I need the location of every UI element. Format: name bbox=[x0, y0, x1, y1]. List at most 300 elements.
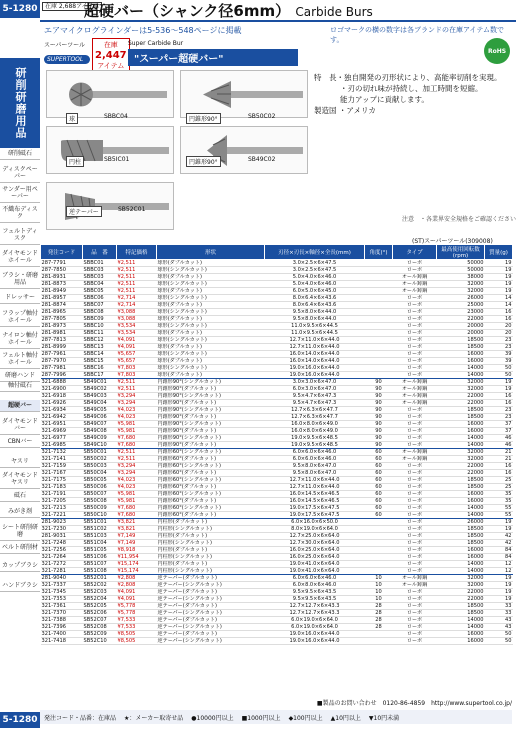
table-cell: 19.0×9.5×6×48.5 bbox=[265, 435, 365, 442]
table-row bbox=[41, 491, 513, 498]
table-cell: ¥11,954 bbox=[117, 554, 157, 561]
table-cell: 16000 bbox=[437, 631, 485, 638]
table-cell: 円錐形60°(シングルカット) bbox=[157, 449, 265, 456]
table-cell: 22000 bbox=[437, 393, 485, 400]
table-cell: 321-7132 bbox=[41, 449, 83, 456]
table-cell: 23000 bbox=[437, 309, 485, 316]
table-cell: 60 bbox=[365, 498, 393, 505]
table-cell: ローボ bbox=[393, 351, 437, 358]
table-cell: 円錐形60°(ダブルカット) bbox=[157, 512, 265, 519]
table-cell: 9.5×8.0×6×47.0 bbox=[265, 470, 365, 477]
table-row bbox=[41, 337, 513, 344]
table-cell: 90 bbox=[365, 428, 393, 435]
table-row bbox=[41, 589, 513, 596]
table-cell: ローボ bbox=[393, 428, 437, 435]
table-cell bbox=[365, 554, 393, 561]
table-cell: 19 bbox=[485, 575, 513, 582]
table-cell: ¥5,981 bbox=[117, 428, 157, 435]
sidebar-item[interactable]: 超硬バー bbox=[0, 400, 40, 412]
table-cell: 19 bbox=[485, 519, 513, 526]
sidebar-item[interactable]: ディスクペーパー bbox=[0, 164, 40, 183]
table-cell: 円柱形(シングルカット) bbox=[157, 526, 265, 533]
table-cell: 14000 bbox=[437, 568, 485, 575]
table-cell: オール鋳鋼 bbox=[393, 386, 437, 393]
table-cell: ¥3,534 bbox=[117, 323, 157, 330]
table-cell: ¥2,511 bbox=[117, 281, 157, 288]
table-row bbox=[41, 358, 513, 365]
table-cell: 18500 bbox=[437, 477, 485, 484]
table-cell: 25000 bbox=[437, 302, 485, 309]
table-cell: 逆テーパー(ダブルカット) bbox=[157, 603, 265, 610]
table-cell: 16 bbox=[485, 470, 513, 477]
table-cell: 19 bbox=[485, 281, 513, 288]
sidebar-item[interactable]: 軸付砥石 bbox=[0, 380, 40, 392]
table-cell: ローボ bbox=[393, 302, 437, 309]
table-cell: ローボ bbox=[393, 365, 437, 372]
brand-count-unit: アイテム bbox=[97, 62, 125, 70]
sidebar-item[interactable]: ベルト研削材 bbox=[0, 542, 40, 554]
table-cell: 9.5×9.5×6×43.5 bbox=[265, 596, 365, 603]
table-cell: SB52C03 bbox=[83, 589, 117, 596]
table-cell: 14000 bbox=[437, 442, 485, 449]
image-code: SB52C01 bbox=[118, 206, 146, 213]
table-cell: ¥7,149 bbox=[117, 540, 157, 547]
table-cell: ローボ bbox=[393, 638, 437, 645]
origin-value: ・アメリカ bbox=[338, 106, 376, 115]
image-code: SBBC04 bbox=[104, 113, 128, 120]
stock-badge: 在庫 2,688アイテム bbox=[42, 2, 102, 11]
table-cell bbox=[365, 267, 393, 274]
table-cell: 90 bbox=[365, 442, 393, 449]
table-cell bbox=[365, 372, 393, 379]
table-cell: SB49C10 bbox=[83, 442, 117, 449]
table-cell: ローボ bbox=[393, 568, 437, 575]
table-row bbox=[41, 309, 513, 316]
table-cell: SB50C10 bbox=[83, 512, 117, 519]
image-code: SB5IC01 bbox=[104, 156, 130, 163]
table-cell: オール鋳鋼 bbox=[393, 379, 437, 386]
table-cell: SB49C07 bbox=[83, 421, 117, 428]
table-cell: 32000 bbox=[437, 386, 485, 393]
table-cell: 16 bbox=[485, 400, 513, 407]
sidebar-item[interactable]: 研削砥石 bbox=[0, 148, 40, 160]
table-cell: 円錐形90°(シングルカット) bbox=[157, 379, 265, 386]
table-cell: 円錐形90°(シングルカット) bbox=[157, 393, 265, 400]
table-cell: 5.0×4.0×6×46.0 bbox=[265, 281, 365, 288]
table-cell: ¥7,680 bbox=[117, 435, 157, 442]
page-title bbox=[84, 0, 373, 21]
table-cell: オール鋳鋼 bbox=[393, 288, 437, 295]
table-row bbox=[41, 463, 513, 470]
table-cell: 321-7183 bbox=[41, 484, 83, 491]
table-cell: 281-9023 bbox=[41, 519, 83, 526]
table-cell: 16000 bbox=[437, 351, 485, 358]
table-row bbox=[41, 561, 513, 568]
table-cell: 281-8981 bbox=[41, 330, 83, 337]
table-cell: 22000 bbox=[437, 589, 485, 596]
product-image-sb50c02 bbox=[180, 70, 308, 118]
cylinder-bur-icon bbox=[47, 127, 175, 175]
table-cell: ローボ bbox=[393, 603, 437, 610]
table-cell: 16000 bbox=[437, 547, 485, 554]
table-row bbox=[41, 372, 513, 379]
table-cell: 10 bbox=[365, 575, 393, 582]
sidebar-item[interactable]: CBNバー bbox=[0, 436, 40, 448]
legend-item: ◆100円以上 bbox=[288, 714, 323, 722]
title-jp: 超硬バー（シャンク径6mm） bbox=[84, 2, 291, 20]
table-cell: 19 bbox=[485, 526, 513, 533]
sidebar-item[interactable]: ハンドブラシ bbox=[0, 580, 40, 592]
table-cell: 円錐形90°(ダブルカット) bbox=[157, 414, 265, 421]
table-row bbox=[41, 414, 513, 421]
table-cell: SB52C06 bbox=[83, 610, 117, 617]
table-cell: 9.5×4.7×6×47.3 bbox=[265, 400, 365, 407]
table-cell: SBBC03 bbox=[83, 274, 117, 281]
table-cell: ローボ bbox=[393, 323, 437, 330]
table-cell: 18500 bbox=[437, 540, 485, 547]
table-cell: SB50C09 bbox=[83, 505, 117, 512]
table-cell: 円錐形90°(シングルカット) bbox=[157, 421, 265, 428]
sidebar-item[interactable]: ナイロン軸付ホイール bbox=[0, 330, 40, 349]
sidebar-item[interactable]: ブラシ・研磨用品 bbox=[0, 270, 40, 289]
table-cell: ¥2,511 bbox=[117, 274, 157, 281]
table-cell: 22000 bbox=[437, 596, 485, 603]
table-cell: ローボ bbox=[393, 596, 437, 603]
table-cell: SB49C03 bbox=[83, 393, 117, 400]
table-cell: 19.0×16.0×6×44.0 bbox=[265, 372, 365, 379]
sidebar-item[interactable]: カップブラシ bbox=[0, 560, 40, 572]
sidebar-item[interactable]: ダイヤモンドヤスリ bbox=[0, 470, 40, 489]
table-cell: 球形(シングルカット) bbox=[157, 351, 265, 358]
col-header: タイプ bbox=[393, 245, 437, 260]
table-cell: 90 bbox=[365, 386, 393, 393]
product-image-sbbc04 bbox=[46, 70, 174, 118]
table-cell: ローボ bbox=[393, 463, 437, 470]
table-cell: 9.5×8.0×6×44.0 bbox=[265, 309, 365, 316]
series-note: (ST)スーパーツール(309008) bbox=[412, 238, 493, 245]
table-cell: 14 bbox=[485, 302, 513, 309]
table-cell: 逆テーパー(シングルカット) bbox=[157, 582, 265, 589]
table-cell: 円錐形60°(シングルカット) bbox=[157, 505, 265, 512]
table-cell: SBBC08 bbox=[83, 309, 117, 316]
table-cell: ローボ bbox=[393, 519, 437, 526]
table-cell: ¥5,657 bbox=[117, 358, 157, 365]
table-cell: ローボ bbox=[393, 498, 437, 505]
table-row bbox=[41, 617, 513, 624]
image-tag: 円錐形90° bbox=[186, 113, 221, 124]
col-header: 品 番 bbox=[83, 245, 117, 260]
legend-bar bbox=[40, 710, 512, 724]
table-cell: 60 bbox=[365, 484, 393, 491]
sidebar-item[interactable]: シート研削研磨 bbox=[0, 522, 40, 541]
table-cell: ¥7,149 bbox=[117, 533, 157, 540]
table-row bbox=[41, 449, 513, 456]
table-cell: SB50C05 bbox=[83, 477, 117, 484]
sidebar-item[interactable]: ドレッサー bbox=[0, 292, 40, 304]
table-cell: SBBC11 bbox=[83, 330, 117, 337]
table-cell: 321-7370 bbox=[41, 610, 83, 617]
table-cell: 18500 bbox=[437, 526, 485, 533]
table-cell: SB49C01 bbox=[83, 379, 117, 386]
ball-bur-icon bbox=[47, 71, 175, 119]
table-cell: 19.0×41.0×6×64.0 bbox=[265, 568, 365, 575]
table-cell bbox=[365, 295, 393, 302]
table-cell: 38000 bbox=[437, 274, 485, 281]
table-cell: 球形(ダブルカット) bbox=[157, 344, 265, 351]
table-cell: 321-7418 bbox=[41, 638, 83, 645]
table-cell: 90 bbox=[365, 414, 393, 421]
table-cell: 円錐形60°(ダブルカット) bbox=[157, 498, 265, 505]
table-cell: ¥7,680 bbox=[117, 512, 157, 519]
table-cell: ¥5,981 bbox=[117, 421, 157, 428]
table-cell: 12.7×11.0×6×44.0 bbox=[265, 344, 365, 351]
table-cell: ¥2,511 bbox=[117, 260, 157, 267]
table-cell: 50 bbox=[485, 631, 513, 638]
table-cell: ¥5,981 bbox=[117, 491, 157, 498]
table-cell: 281-8874 bbox=[41, 302, 83, 309]
table-cell: 逆テーパー(シングルカット) bbox=[157, 638, 265, 645]
table-cell: 28 bbox=[365, 610, 393, 617]
table-cell: 円錐形60°(ダブルカット) bbox=[157, 484, 265, 491]
table-cell: 50000 bbox=[437, 267, 485, 274]
table-cell: オール鋳鋼 bbox=[393, 575, 437, 582]
table-cell: ローボ bbox=[393, 477, 437, 484]
table-cell: SBBC15 bbox=[83, 358, 117, 365]
table-cell: ローボ bbox=[393, 295, 437, 302]
table-cell: ¥3,294 bbox=[117, 400, 157, 407]
legend-item: ★：メーカー取寄せ品 bbox=[124, 714, 184, 722]
table-cell: 281-8931 bbox=[41, 274, 83, 281]
table-cell: 14000 bbox=[437, 365, 485, 372]
table-cell: 321-7345 bbox=[41, 589, 83, 596]
table-cell: 281-8873 bbox=[41, 281, 83, 288]
legend-item: ●10000円以上 bbox=[191, 714, 234, 722]
table-cell bbox=[365, 281, 393, 288]
table-cell: 円柱形(ダブルカット) bbox=[157, 547, 265, 554]
table-cell: 32000 bbox=[437, 456, 485, 463]
table-cell: 90 bbox=[365, 379, 393, 386]
table-cell: 19 bbox=[485, 260, 513, 267]
table-cell: 39 bbox=[485, 351, 513, 358]
table-cell: ¥5,778 bbox=[117, 610, 157, 617]
table-cell bbox=[365, 316, 393, 323]
table-cell: 9.5×8.0×6×44.0 bbox=[265, 316, 365, 323]
table-cell: 球形(ダブルカット) bbox=[157, 358, 265, 365]
table-cell: 22000 bbox=[437, 316, 485, 323]
col-header: 刃径×刃長×軸径×全長(mm) bbox=[265, 245, 365, 260]
table-cell: SBBC10 bbox=[83, 323, 117, 330]
table-cell: ¥2,511 bbox=[117, 267, 157, 274]
table-cell: 円錐形90°(ダブルカット) bbox=[157, 428, 265, 435]
table-cell bbox=[365, 330, 393, 337]
table-cell: 12.7×6.3×6×47.7 bbox=[265, 407, 365, 414]
table-cell: 321-7361 bbox=[41, 603, 83, 610]
table-cell: 18500 bbox=[437, 610, 485, 617]
table-cell: 8.0×19.0×6×64.0 bbox=[265, 526, 365, 533]
table-cell: 287-7981 bbox=[41, 365, 83, 372]
table-cell: 281-8973 bbox=[41, 323, 83, 330]
sidebar-item[interactable]: フェルトディスク bbox=[0, 226, 40, 245]
brand-count-label: 在庫 bbox=[103, 41, 118, 49]
table-cell: SB49C05 bbox=[83, 407, 117, 414]
table-cell: 16000 bbox=[437, 358, 485, 365]
table-cell: 60 bbox=[365, 463, 393, 470]
table-row bbox=[41, 631, 513, 638]
table-cell: 球形(ダブルカット) bbox=[157, 260, 265, 267]
table-cell: 19.0×16.0×6×44.0 bbox=[265, 638, 365, 645]
table-cell: 50 bbox=[485, 638, 513, 645]
table-cell: 19 bbox=[485, 589, 513, 596]
table-cell bbox=[365, 365, 393, 372]
table-cell: ¥2,511 bbox=[117, 379, 157, 386]
table-cell: SB52C08 bbox=[83, 624, 117, 631]
table-row bbox=[41, 575, 513, 582]
table-cell: 28 bbox=[365, 624, 393, 631]
table-cell: 18500 bbox=[437, 603, 485, 610]
table-cell: SB50C08 bbox=[83, 498, 117, 505]
table-cell: SB52C09 bbox=[83, 631, 117, 638]
table-cell bbox=[365, 533, 393, 540]
table-cell: ローボ bbox=[393, 547, 437, 554]
table-cell: 円柱形(ダブルカット) bbox=[157, 533, 265, 540]
image-code: SB50C02 bbox=[248, 113, 276, 120]
table-cell: 球形(ダブルカット) bbox=[157, 302, 265, 309]
table-cell: 16.0×25.0×6×64.0 bbox=[265, 547, 365, 554]
table-cell: 逆テーパー(シングルカット) bbox=[157, 624, 265, 631]
table-row bbox=[41, 568, 513, 575]
table-cell: ローボ bbox=[393, 617, 437, 624]
table-cell: 90 bbox=[365, 435, 393, 442]
table-cell: 19 bbox=[485, 288, 513, 295]
table-row bbox=[41, 267, 513, 274]
table-cell: 円柱形(ダブルカット) bbox=[157, 519, 265, 526]
col-header: 特記価格 bbox=[117, 245, 157, 260]
table-cell: SBBC09 bbox=[83, 316, 117, 323]
table-cell: 9.5×8.0×6×47.0 bbox=[265, 463, 365, 470]
features-line-1: ・独自開発の刃形状により、高能率切削を実現。 bbox=[336, 73, 502, 82]
table-cell: 287-7850 bbox=[41, 267, 83, 274]
table-cell: 22000 bbox=[437, 470, 485, 477]
table-cell: 321-7256 bbox=[41, 547, 83, 554]
sidebar-item[interactable]: ヤスリ bbox=[0, 456, 40, 468]
table-cell: 円錐形60°(ダブルカット) bbox=[157, 470, 265, 477]
table-cell: 16 bbox=[485, 463, 513, 470]
table-cell: ローボ bbox=[393, 484, 437, 491]
table-cell: ¥7,533 bbox=[117, 624, 157, 631]
table-cell bbox=[365, 561, 393, 568]
table-cell: 12.7×11.0×6×44.0 bbox=[265, 484, 365, 491]
table-cell: SBBC17 bbox=[83, 372, 117, 379]
table-cell bbox=[365, 351, 393, 358]
table-row bbox=[41, 526, 513, 533]
table-row bbox=[41, 295, 513, 302]
table-cell: SBBC12 bbox=[83, 337, 117, 344]
table-cell: 90 bbox=[365, 421, 393, 428]
table-cell: 321-6934 bbox=[41, 407, 83, 414]
table-cell: 23 bbox=[485, 344, 513, 351]
table-cell: 321-6926 bbox=[41, 400, 83, 407]
table-cell: 21 bbox=[485, 456, 513, 463]
table-cell: 60 bbox=[365, 470, 393, 477]
table-header-row bbox=[41, 245, 513, 260]
table-cell: 11.0×9.5×6×44.5 bbox=[265, 330, 365, 337]
table-cell: SBBC16 bbox=[83, 365, 117, 372]
table-cell: 6.0×19.0×6×64.0 bbox=[265, 617, 365, 624]
sidebar-item[interactable]: 不織布ディスク bbox=[0, 204, 40, 223]
cross-reference: エアマイクログラインダーは5-536～548ページに掲載 bbox=[44, 26, 242, 35]
table-cell: 3.0×2.5×6×47.5 bbox=[265, 260, 365, 267]
sidebar-main-category[interactable]: 研削研磨用品 bbox=[0, 58, 40, 148]
table-cell: 28 bbox=[365, 617, 393, 624]
sidebar-item[interactable]: フラップ軸付ホイール bbox=[0, 308, 40, 327]
product-table bbox=[40, 244, 513, 645]
table-cell: 321-7191 bbox=[41, 491, 83, 498]
sidebar-item[interactable]: 研磨ハンド bbox=[0, 370, 40, 382]
features-line-2: ・刃の切れ味が持続し、加工時間を短縮。 bbox=[340, 84, 483, 93]
table-cell: SB51C01 bbox=[83, 519, 117, 526]
table-cell: 23 bbox=[485, 414, 513, 421]
table-cell: SBBC01 bbox=[83, 260, 117, 267]
table-cell: SB51C05 bbox=[83, 547, 117, 554]
table-cell: 逆テーパー(ダブルカット) bbox=[157, 617, 265, 624]
table-cell: 321-7248 bbox=[41, 540, 83, 547]
title-en: Carbide Burs bbox=[295, 5, 373, 19]
sidebar-item[interactable]: フェルト軸付ホイール bbox=[0, 350, 40, 369]
table-cell: 球形(シングルカット) bbox=[157, 295, 265, 302]
brand-block bbox=[44, 40, 90, 64]
table-cell: ¥4,023 bbox=[117, 477, 157, 484]
table-cell: ¥8,505 bbox=[117, 638, 157, 645]
table-cell: 321-7353 bbox=[41, 596, 83, 603]
table-cell bbox=[365, 519, 393, 526]
sidebar-item[interactable]: みがき剤 bbox=[0, 506, 40, 518]
table-cell: 14000 bbox=[437, 617, 485, 624]
sidebar-item[interactable]: ダイヤモンドバー bbox=[0, 416, 40, 435]
table-cell: 11.0×9.5×6×44.5 bbox=[265, 323, 365, 330]
table-cell: 35 bbox=[485, 491, 513, 498]
table-cell: 18500 bbox=[437, 414, 485, 421]
table-cell: ローボ bbox=[393, 512, 437, 519]
table-cell: 6.0×6.0×6×46.0 bbox=[265, 575, 365, 582]
sidebar-item[interactable]: 砥石 bbox=[0, 490, 40, 502]
table-cell: 281-9040 bbox=[41, 575, 83, 582]
table-cell: 287-7970 bbox=[41, 358, 83, 365]
table-cell: 14000 bbox=[437, 372, 485, 379]
table-cell: 35 bbox=[485, 498, 513, 505]
table-cell: オール鋳鋼 bbox=[393, 393, 437, 400]
table-row bbox=[41, 421, 513, 428]
table-cell: 16000 bbox=[437, 554, 485, 561]
table-cell: 46 bbox=[485, 435, 513, 442]
table-row bbox=[41, 393, 513, 400]
table-cell: SB52C05 bbox=[83, 603, 117, 610]
table-cell: SB51C02 bbox=[83, 526, 117, 533]
cone-bur-icon bbox=[181, 71, 309, 119]
table-cell: SBBC06 bbox=[83, 295, 117, 302]
legend-item: 発注コード・品番：在庫品 bbox=[44, 714, 117, 722]
table-cell: 19 bbox=[485, 386, 513, 393]
table-cell: 60 bbox=[365, 505, 393, 512]
sidebar-item[interactable]: サンダー用ペーパー bbox=[0, 184, 40, 203]
table-cell: SB51C07 bbox=[83, 561, 117, 568]
table-cell: 55 bbox=[485, 512, 513, 519]
table-cell: 18500 bbox=[437, 484, 485, 491]
table-cell: 321-7281 bbox=[41, 568, 83, 575]
sidebar-item[interactable]: ダイヤモンドホイール bbox=[0, 248, 40, 267]
table-cell: 14000 bbox=[437, 435, 485, 442]
table-row bbox=[41, 477, 513, 484]
table-row bbox=[41, 547, 513, 554]
